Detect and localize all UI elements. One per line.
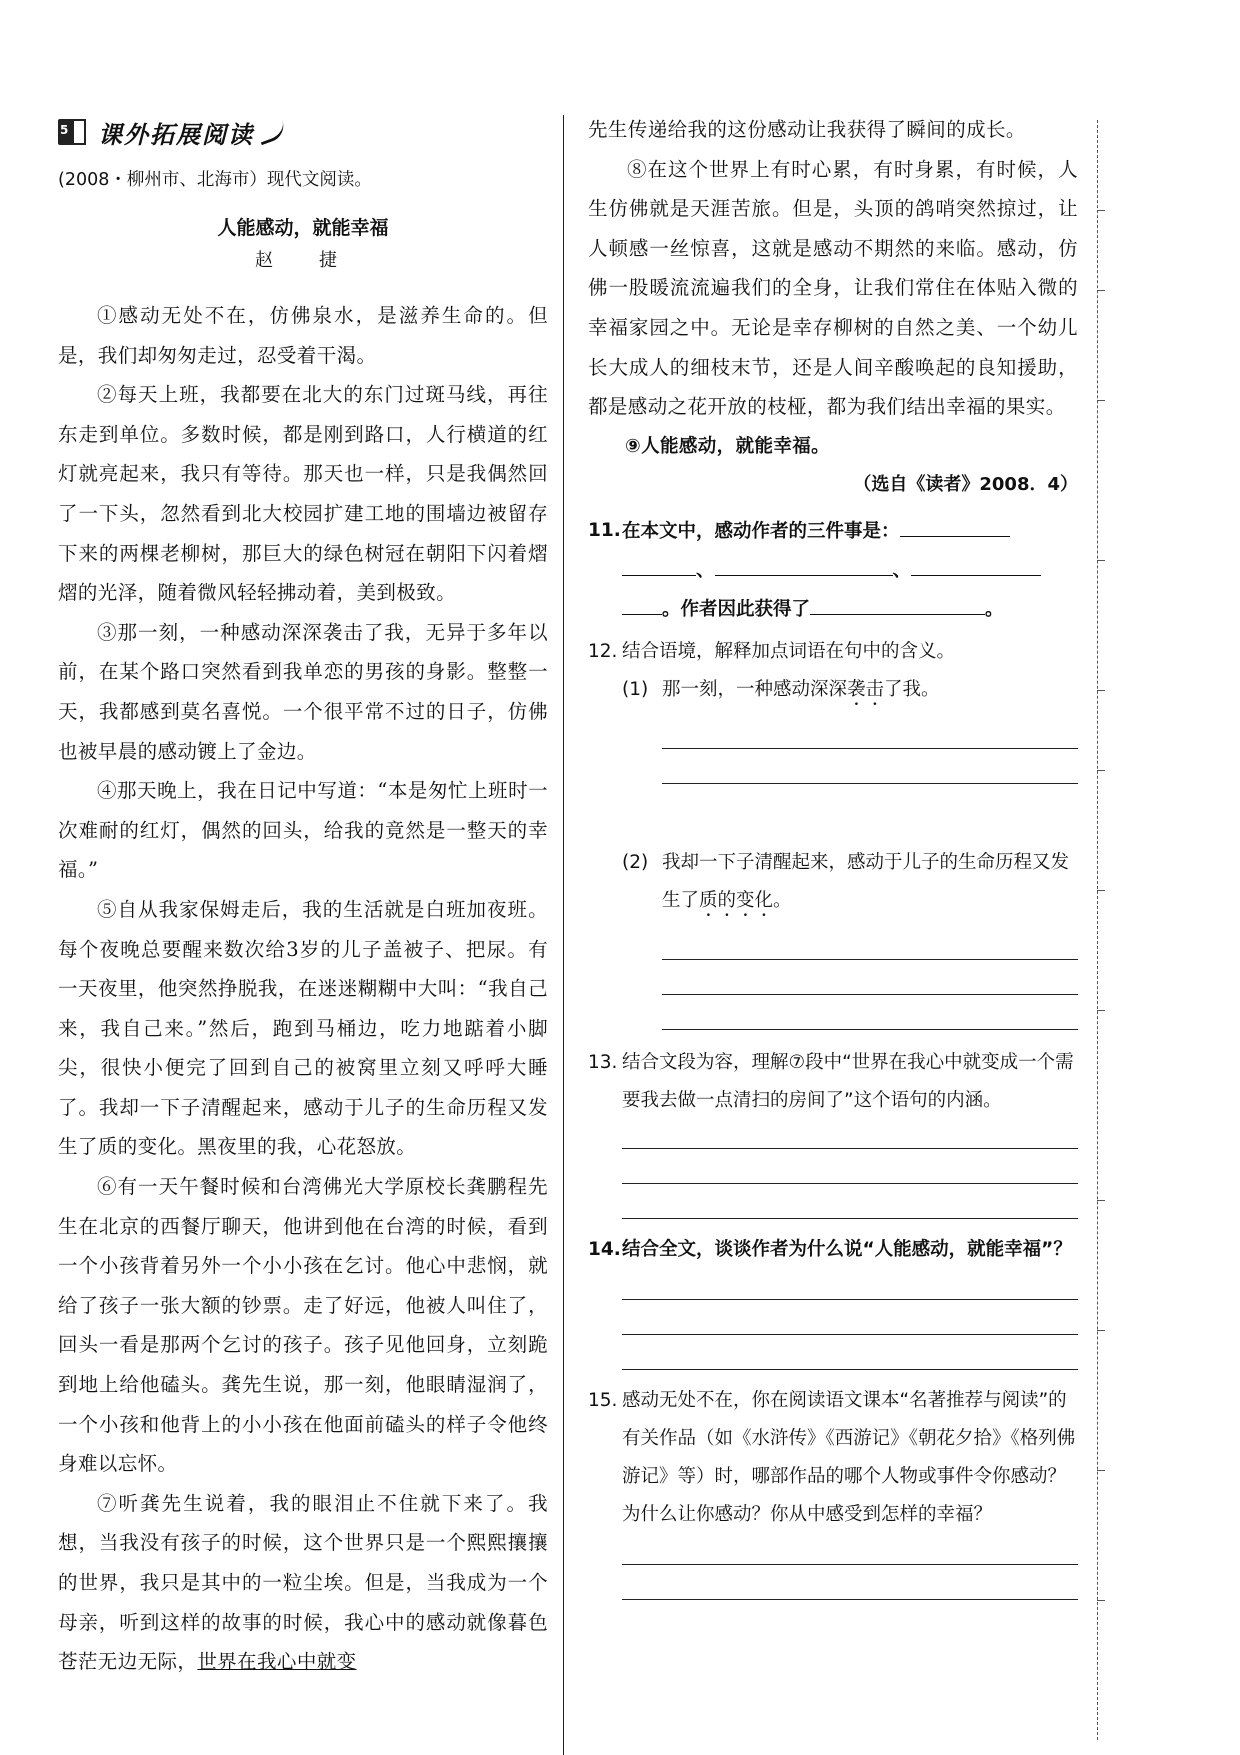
margin-rule: [1097, 120, 1098, 1740]
paragraph-2: ②每天上班，我都要在北大的东门过斑马线，再往东走到单位。多数时候，都是刚到路口，人行横道的红灯就亮起来，我只有等待。那天也一样，只是我偶然回了一下头，忽然看到北大校园扩建工地的围墙边被留存下来的两棵老柳树，那巨大的绿色树冠在朝阳下闪着熠熠的光泽，随着微风轻轻拂动着，美到极致。: [58, 383, 548, 605]
paragraph-1: ①感动无处不在，仿佛泉水，是滋养生命的。但是，我们却匆匆走过，忍受着干渴。: [58, 304, 548, 367]
answer-line[interactable]: [622, 1369, 1078, 1370]
swoosh-decoration-icon: [256, 119, 288, 145]
paragraph-9: ⑨人能感动，就能幸福。: [625, 435, 831, 457]
book-icon: 5: [58, 115, 88, 149]
paragraph-6: ⑥有一天午餐时候和台湾佛光大学原校长龚鹏程先生在北京的西餐厅聊天，他讲到他在台湾的时候，看到一个小孩背着另外一个小小孩在乞讨。他心中悲悯，就给了孩子一张大额的钞票。走了好远，他被人叫住了，回头一看是那两个乞讨的孩子。孩子见他回身，立刻跪到地上给他磕头。龚先生说，那一刻，他眼睛湿润了，一个小孩和他背上的小小孩在他面前磕头的样子令他终身难以忘怀。: [58, 1175, 548, 1476]
dotted-term-2: 质的变化: [699, 890, 774, 912]
question-11-number: 11.: [588, 520, 621, 542]
left-column: [58, 110, 548, 1682]
answer-blank-11a[interactable]: [900, 512, 1010, 537]
question-13: [588, 1044, 1078, 1120]
question-12-text: 结合语境，解释加点词语在句中的含义。: [622, 641, 956, 663]
citation: （选自《读者》2008．4）: [853, 474, 1078, 496]
dotted-term-1: 袭击: [847, 679, 885, 701]
question-14-number: 14.: [588, 1239, 621, 1261]
margin-tick: [1097, 560, 1105, 561]
margin-tick: [1097, 1200, 1105, 1201]
question-11-text: 在本文中，感动作者的三件事是：: [622, 521, 900, 543]
answer-blank-11b[interactable]: [622, 551, 696, 576]
question-12: [588, 633, 1078, 671]
question-14-text: 结合全文，谈谈作者为什么说“人能感动，就能幸福”？: [622, 1239, 1072, 1261]
question-12-part-2: (2) 我却一下子清醒起来，感动于儿子的生命历程又发生了质的变化。: [622, 852, 1070, 912]
margin-tick: [1097, 690, 1105, 691]
column-divider: [563, 115, 564, 1755]
question-12-number: 12.: [588, 641, 618, 663]
question-13-number: 13.: [588, 1052, 618, 1074]
article-title: 人能感动，就能幸福: [217, 217, 389, 239]
margin-tick: [1097, 770, 1105, 771]
margin-tick: [1097, 400, 1105, 401]
question-15-text: 感动无处不在，你在阅读语文课本“名著推荐与阅读”的有关作品（如《水浒传》《西游记》《朝花夕拾》《格列佛游记》等）时，哪部作品的哪个人物或事件令你感动？为什么让你感动？你从中感受到怎样的幸福？: [622, 1390, 1076, 1526]
answer-blank-11e[interactable]: [622, 590, 662, 615]
margin-tick: [1097, 1010, 1105, 1011]
question-12-part-1: (1) 那一刻，一种感动深深袭击了我。: [622, 679, 940, 701]
paragraph-3: ③那一刻，一种感动深深袭击了我，无异于多年以前，在某个路口突然看到我单恋的男孩的身影。整整一天，我都感到莫名喜悦。一个很平常不过的日子，仿佛也被早晨的感动镀上了金边。: [58, 620, 548, 763]
article-author: 赵 捷: [255, 250, 351, 271]
section-header: [58, 110, 548, 154]
question-15: [588, 1382, 1078, 1534]
right-column: [588, 110, 1078, 1600]
answer-blank-11d[interactable]: [911, 551, 1041, 576]
answer-line[interactable]: [662, 1029, 1078, 1030]
paragraph-5: ⑤自从我家保姆走后，我的生活就是白班加夜班。每个夜晚总要醒来数次给3岁的儿子盖被子、把尿。有一天夜里，他突然挣脱我，在迷迷糊糊中大叫：“我自己来，我自己来。”然后，跑到马桶边，吃力地踮着小脚尖，很快小便完了回到自己的被窝里立刻又呼呼大睡了。我却一下子清醒起来，感动于儿子的生命历程又发生了质的变化。黑夜里的我，心花怒放。: [58, 897, 548, 1159]
question-15-number: 15.: [588, 1390, 618, 1412]
margin-tick: [1097, 290, 1105, 291]
margin-tick: [1097, 210, 1105, 211]
section-title: 课外拓展阅读: [98, 120, 254, 149]
paragraph-7-underlined: 世界在我心中就变: [197, 1650, 357, 1674]
answer-line[interactable]: [622, 1599, 1078, 1600]
margin-tick: [1097, 1470, 1105, 1471]
question-13-text: 结合文段为容，理解⑦段中“世界在我心中就变成一个需要我去做一点清扫的房间了”这个语句的内涵。: [622, 1052, 1074, 1112]
answer-blank-11c[interactable]: [715, 551, 893, 576]
paragraph-7: [58, 1484, 548, 1682]
paragraph-4: ④那天晚上，我在日记中写道：“本是匆忙上班时一次难耐的红灯，偶然的回头，给我的竟然是一整天的幸福。”: [58, 779, 548, 882]
paragraph-7-text: ⑦听龚先生说着，我的眼泪止不住就下来了。我想，当我没有孩子的时候，这个世界只是一个熙熙攘攘的世界，我只是其中的一粒尘埃。但是，当我成为一个母亲，听到这样的故事的时候，我心中的感动就像暮色苍茫无边无际，: [58, 1491, 548, 1674]
answer-blank-11f[interactable]: [810, 590, 985, 615]
source-note: (2008・柳州市、北海市）现代文阅读。: [58, 170, 372, 190]
paragraph-8: ⑧在这个世界上有时心累，有时身累，有时候，人生仿佛就是天涯苦旅。但是，头顶的鸽哨突然掠过，让人顿感一丝惊喜，这就是感动不期然的来临。感动，仿佛一股暖流流遍我们的全身，让我们常住在体贴入微的幸福家园之中。无论是幸存柳树的自然之美、一个幼儿长大成人的细枝末节，还是人间辛酸唤起的良知援助，都是感动之花开放的枝桠，都为我们结出幸福的果实。: [588, 157, 1078, 419]
answer-line[interactable]: [622, 1218, 1078, 1219]
question-11: 11. 在本文中，感动作者的三件事是： 、 、 。作者因此获得了 。: [588, 512, 1078, 629]
margin-tick: [1097, 890, 1105, 891]
paragraph-7-continued: 先生传递给我的这份感动让我获得了瞬间的成长。: [588, 118, 1026, 141]
margin-tick: [1097, 1330, 1105, 1331]
margin-tick: [1097, 1600, 1105, 1601]
question-14: [588, 1231, 1078, 1269]
